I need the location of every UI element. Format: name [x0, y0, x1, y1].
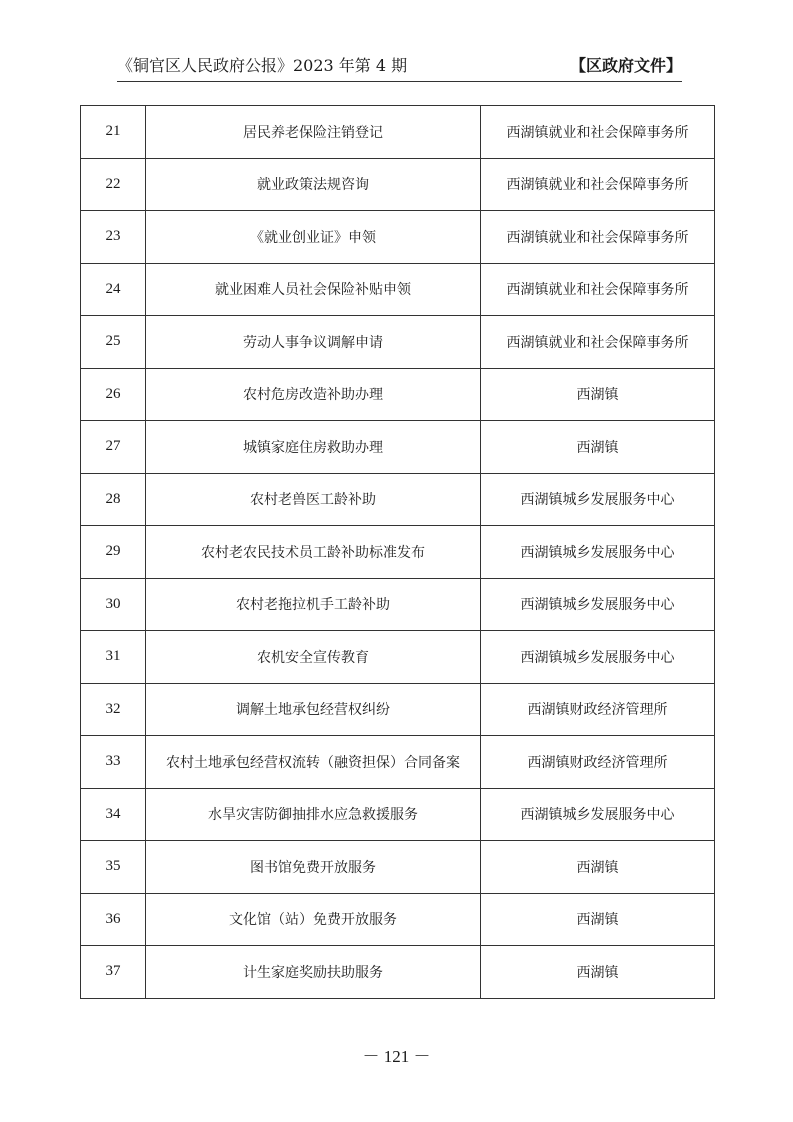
header-rule [117, 81, 682, 82]
responsible-department: 西湖镇城乡发展服务中心 [481, 578, 715, 631]
table-row [81, 473, 715, 526]
row-number: 31 [81, 631, 146, 684]
responsible-department: 西湖镇财政经济管理所 [481, 683, 715, 736]
responsible-department: 西湖镇 [481, 893, 715, 946]
row-number: 22 [81, 158, 146, 211]
responsible-department: 西湖镇财政经济管理所 [481, 736, 715, 789]
row-number: 26 [81, 368, 146, 421]
table-row [81, 368, 715, 421]
table-body [81, 106, 715, 999]
responsible-department: 西湖镇城乡发展服务中心 [481, 631, 715, 684]
row-number: 24 [81, 263, 146, 316]
service-item-name: 劳动人事争议调解申请 [146, 316, 481, 369]
service-item-name: 就业困难人员社会保险补贴申领 [146, 263, 481, 316]
service-item-name: 计生家庭奖励扶助服务 [146, 946, 481, 999]
service-item-name: 就业政策法规咨询 [146, 158, 481, 211]
table-row [81, 736, 715, 789]
service-item-name: 文化馆（站）免费开放服务 [146, 893, 481, 946]
responsible-department: 西湖镇 [481, 368, 715, 421]
service-item-name: 农机安全宣传教育 [146, 631, 481, 684]
row-number: 27 [81, 421, 146, 474]
table-row [81, 841, 715, 894]
row-number: 37 [81, 946, 146, 999]
row-number: 23 [81, 211, 146, 264]
responsible-department: 西湖镇就业和社会保障事务所 [481, 106, 715, 159]
table-row [81, 946, 715, 999]
row-number: 35 [81, 841, 146, 894]
table-row [81, 578, 715, 631]
service-items-table [80, 105, 715, 999]
page-number: － 121 － [362, 1047, 431, 1066]
responsible-department: 西湖镇 [481, 841, 715, 894]
service-item-name: 农村老农民技术员工龄补助标准发布 [146, 526, 481, 579]
running-header [117, 52, 682, 80]
responsible-department: 西湖镇就业和社会保障事务所 [481, 211, 715, 264]
service-item-name: 农村土地承包经营权流转（融资担保）合同备案 [146, 736, 481, 789]
row-number: 36 [81, 893, 146, 946]
responsible-department: 西湖镇就业和社会保障事务所 [481, 316, 715, 369]
table-row [81, 211, 715, 264]
table-row [81, 683, 715, 736]
row-number: 21 [81, 106, 146, 159]
table-row [81, 788, 715, 841]
row-number: 33 [81, 736, 146, 789]
service-item-name: 《就业创业证》申领 [146, 211, 481, 264]
row-number: 25 [81, 316, 146, 369]
table-row [81, 263, 715, 316]
service-item-name: 调解土地承包经营权纠纷 [146, 683, 481, 736]
section-label: 【区政府文件】 [569, 56, 682, 75]
row-number: 32 [81, 683, 146, 736]
responsible-department: 西湖镇就业和社会保障事务所 [481, 158, 715, 211]
table-row [81, 631, 715, 684]
table-row [81, 316, 715, 369]
responsible-department: 西湖镇城乡发展服务中心 [481, 788, 715, 841]
row-number: 28 [81, 473, 146, 526]
table-row [81, 893, 715, 946]
row-number: 30 [81, 578, 146, 631]
responsible-department: 西湖镇 [481, 946, 715, 999]
responsible-department: 西湖镇就业和社会保障事务所 [481, 263, 715, 316]
row-number: 29 [81, 526, 146, 579]
service-item-name: 水旱灾害防御抽排水应急救援服务 [146, 788, 481, 841]
service-item-name: 农村老拖拉机手工龄补助 [146, 578, 481, 631]
responsible-department: 西湖镇 [481, 421, 715, 474]
table-row [81, 106, 715, 159]
service-item-name: 农村危房改造补助办理 [146, 368, 481, 421]
responsible-department: 西湖镇城乡发展服务中心 [481, 473, 715, 526]
responsible-department: 西湖镇城乡发展服务中心 [481, 526, 715, 579]
table-row [81, 158, 715, 211]
table-row [81, 526, 715, 579]
table-row [81, 421, 715, 474]
service-item-name: 图书馆免费开放服务 [146, 841, 481, 894]
service-item-name: 农村老兽医工龄补助 [146, 473, 481, 526]
row-number: 34 [81, 788, 146, 841]
service-item-name: 居民养老保险注销登记 [146, 106, 481, 159]
service-item-name: 城镇家庭住房救助办理 [146, 421, 481, 474]
publication-title: 《铜官区人民政府公报》2023 年第 4 期 [117, 56, 408, 75]
